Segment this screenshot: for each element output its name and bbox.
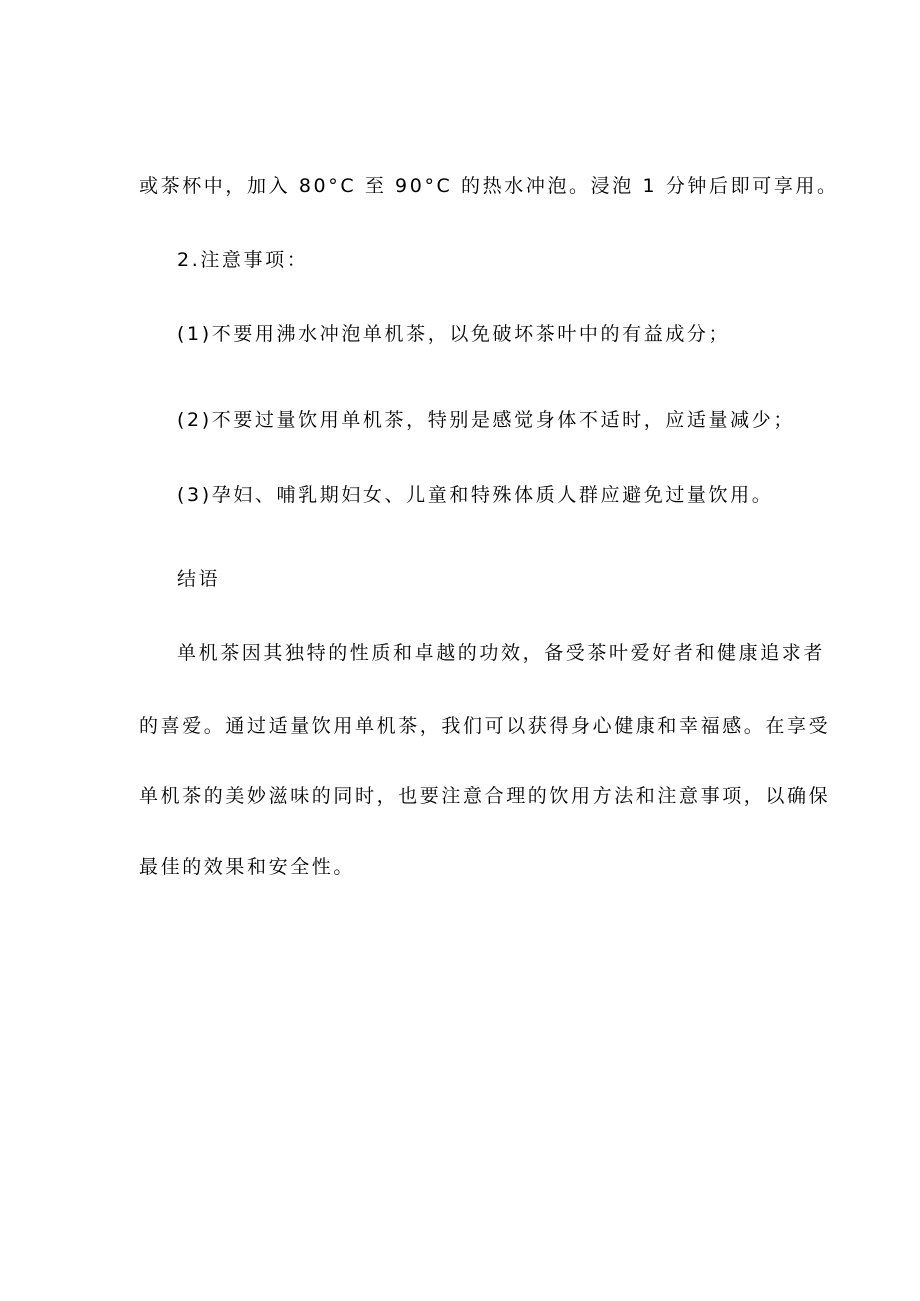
note-item-1: (1)不要用沸水冲泡单机茶，以免破坏茶叶中的有益成分； <box>177 323 731 345</box>
note-item-2: (2)不要过量饮用单机茶，特别是感觉身体不适时，应适量减少； <box>177 409 795 431</box>
conclusion-paragraph-line-2: 的喜爱。通过适量饮用单机茶，我们可以获得身心健康和幸福感。在享受 <box>139 715 831 737</box>
conclusion-paragraph-line-4: 最佳的效果和安全性。 <box>139 856 356 878</box>
conclusion-paragraph-line-1: 单机茶因其独特的性质和卓越的功效，备受茶叶爱好者和健康追求者 <box>177 642 826 664</box>
brewing-continuation-text: 或茶杯中，加入 80°C 至 90°C 的热水冲泡。浸泡 1 分钟后即可享用。 <box>139 175 839 197</box>
conclusion-paragraph-line-3: 单机茶的美妙滋味的同时，也要注意合理的饮用方法和注意事项，以确保 <box>139 785 831 807</box>
note-item-3: (3)孕妇、哺乳期妇女、儿童和特殊体质人群应避免过量饮用。 <box>177 484 774 506</box>
conclusion-heading: 结语 <box>177 568 221 590</box>
notes-heading: 2.注意事项： <box>177 249 309 271</box>
